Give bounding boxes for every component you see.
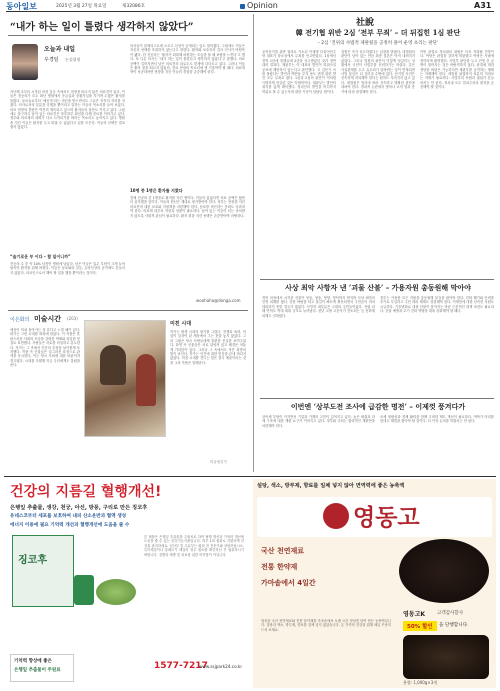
ad-right-mid xyxy=(257,542,389,614)
section-square-icon xyxy=(240,4,245,9)
art-text-1: 세상이 미쳐 돌아가는 것 같다고 느낄 때가 있다. 화가는 그런 시대를 화폭에 담았다. 이 작품은 혼란스러운 사회의 모습을 강렬한 색채와 과감한 붓질로 표현했다. 사람들은 서로를 의심하고 분노한다. 작가는 그 속에서 인간의 본성을 날카롭게 포착했다. 작품 속 인물들은 일그러진 표정으로 관객을 응시한다. 이는 당시 사회에 대한 비판이자 경고였다. 시대를 초월해 지금 우리에게도 울림을 준다. xyxy=(10,328,80,368)
editorial-1-text-b: 검찰은 즉각 상고하겠다는 입장을 밝혔다. 대법원의 판단이 남아 있는 만큼 최종 결론은 아직 내려지지 않았다. 그러나 법원의 판단이 이렇게 엇갈리는 상황에서 국민이 사법부를 신뢰하기는 어렵다. 같은 사실관계를 두고 유무죄가 뒤바뀌는 일이 반복되면 사법 불신은 더 깊어질 수밖에 없다. 선거법 사건은 신속하게 처리해야 한다는 원칙도 지켜지지 않고 있다. 대법원은 법리에 따라 신속하고 명확한 판단을 내려야 한다. 정치적 논란에서 벗어나 오직 법과 증거에 따라 판결해야 한다. xyxy=(341,50,415,94)
header-rule xyxy=(6,11,494,12)
product-jar-image xyxy=(399,539,489,603)
ginkgo-leaf-image xyxy=(96,579,136,605)
column-subhead-1: “슬기로운 부 이다 – 할 일이니까” xyxy=(10,254,71,259)
editorial-1-text-a: 공직선거법 위반 혐의로 기소된 이재명 더불어민주당 대표가 항소심에서 무죄를 선고받았다. 1심에서 징역 1년에 집행유예 2년을 선고받았던 것과 정반대의 결과다. 재판부는 이 대표의 발언이 허위사실 공표에 해당하지 않는다고 판단했다. 고 김문기 씨를 몰랐다는 발언과 백현동 부지 용도 변경 관련 발언 모두 무죄로 봤다. 1심과 2심의 판단이 이처럼 극명하게 엇갈린 것은 이례적이다. 재판부는 발언의 취지를 넓게 해석했다. 정치인의 발언을 어디까지 허위로 볼 수 있는지에 대한 기준이 달랐던 셈이다. xyxy=(262,50,336,94)
art-number: (203) xyxy=(67,316,78,321)
ad-right-badge: 50% 할인 xyxy=(403,621,437,631)
ad-right[interactable] xyxy=(253,479,496,688)
artwork-figure xyxy=(136,354,156,406)
column-email: woohaha@donga.com xyxy=(196,298,241,303)
column-subhead-2: 10명 중 1명은 환자를 지켰다 xyxy=(130,188,183,193)
ad-right-top: 설탕, 색소, 방부제, 향료를 일체 넣지 않아 면역력에 좋은 농축액 xyxy=(257,483,405,489)
ad-left-box-title: 기억력 향상에 좋은 xyxy=(14,659,52,664)
ad-left-body: 본 제품은 은행잎 추출물을 주원료로 하여 혈행 개선과 기억력 개선에 도움을 줄 수 있는 건강기능식품입니다. 하루 1회 섭취로 간편하게 건강을 관리하세요. 임산부 및 수유부는 섭취 전 전문가와 상담하십시오. 특이체질이나 알레르기 체질의 경우 원료를 확인하신 후 섭취하시기 바랍니다. 질병의 예방 및 치료를 위한 의약품이 아닙니다. xyxy=(144,535,244,557)
product-package-image xyxy=(403,635,489,679)
ad-right-product-label: 영동고K xyxy=(403,611,426,618)
ad-rule xyxy=(4,476,496,477)
editorial-title-2: 사상 최악 사항자 낸 ‘괴물 산불’ – 가용자원 총동원해 막아야 xyxy=(285,283,471,292)
ad-right-brand: 영동고 xyxy=(353,505,420,531)
editorial-rule xyxy=(260,398,494,399)
ad-left-line-3: 에너지 이용에 필요 기억력 개선과 혈행개선에 도움을 줄 수 xyxy=(10,523,130,528)
artwork-figure xyxy=(100,345,126,385)
editorial-rule xyxy=(260,279,494,280)
editorial-3-text-b: 조세 형평성과 경제 활력을 함께 고려한 제도 개선이 필요하다. 여야가 머리를 맞대고 해법을 찾아야 할 것이다. 더 이상 논의를 미뤄서는 안 된다. xyxy=(380,415,494,424)
product-name: 징코후 xyxy=(18,555,47,566)
section-name: Opinion xyxy=(247,1,278,10)
column-divider xyxy=(253,14,254,472)
ad-right-body: 엄선된 국산 천연재료와 전통 한약재를 가마솥에서 오랜 시간 정성껏 달여 만든 농축액입니다. 설탕과 색소, 방부제, 향료를 일체 넣지 않았습니다. 온 가족의 건강을 위해 매일 꾸준히 드셔 보세요. xyxy=(261,619,391,632)
column-series: 오늘과 내일 xyxy=(44,46,76,53)
editorial-label: 社說 xyxy=(356,18,375,28)
author-name: 우경임 xyxy=(44,57,59,63)
column-text-2: 전공의 수 중 약 10% 남짓만 병원에 남았다. 남은 이들은 업무 부담이 크게 늘어났지만 환자를 위해 버텼다. 이들은 동료와의 갈등, 온라인상의 공격에도 흔들리지 않았다. 의료인으로서 해야 할 일을 했을 뿐이라는 것이다. xyxy=(10,262,125,275)
editorial-2-text-b: 정부는 가용한 모든 자원을 총동원해 불길을 잡아야 한다. 진화 헬기와 인력을 추가로 투입하고 주민 대피 체계도 점검해야 한다. 이재민에 대한 신속한 지원도 시급하다. 기후변화로 대형 산불이 잦아지는 만큼 근본적인 대책 마련도 필요하다. 산불 예방과 초기 진화 역량을 대폭 강화해야 할 때다. xyxy=(380,296,494,314)
ad-right-badge-tail: 을 단행합니다. xyxy=(439,623,469,628)
editorial-2-text-a: 경북 의성에서 시작된 산불이 안동, 청송, 영양, 영덕까지 번지며 사상 최악의 인명 피해를 냈다. 강한 바람을 타고 불길이 빠르게 확산되면서 주민들이 미처 대피하지 못한 경우가 많았다. 사망자 대부분은 고령의 주민들이었다. 산림 피해 면적도 역대 최대 규모로 늘어났다. 천년 고찰 고운사가 전소되는 등 문화재 피해도 잇따랐다. xyxy=(262,296,375,318)
ad-left-info-box xyxy=(10,654,74,682)
column-text-4: 전체 전공의 중 1명꼴로 환자를 지킨 셈이다. 이들이 없었다면 의료 공백은 훨씬 더 심각했을 것이다. 이들의 헌신은 제대로 평가받아야 한다. 정부는 현장을 지킨 의료진에 대한 보호와 지원책을 마련해야 한다. 동료를 비난하는 문화도 사라져야 한다. 의료계 내부의 자성과 성찰이 필요하다. 남아 있는 이들이 더는 상처받지 않도록 사회적 관심이 필요하다. 환자 곁을 지킨 선택은 존중받아야 마땅하다. xyxy=(130,196,245,218)
ad-left-line-1: 은행잎 추출물, 생강, 천궁, 아선, 방풍, 구리로 만든 징코후 xyxy=(10,505,148,511)
editorial-title-1: 韓 전기협 위반 2심 ‘전부 무죄’ – 더 뒤집힌 1심 판단 xyxy=(295,28,461,37)
column-headline: “내가 하는 일이 틀렸다 생각하지 않았다” xyxy=(10,22,194,33)
ad-right-mid-2: 전통 한약재 xyxy=(261,563,298,571)
ad-right-weight: 용량: 1,000g×3개 xyxy=(403,680,438,685)
ad-left[interactable] xyxy=(4,479,250,688)
editorial-subtitle-1: – 2심 ‘진위의 사법적 제판될을 공정히 풀어 운영 초리는 판단’ xyxy=(317,41,439,46)
ad-left-box-line: 은행잎 추출물이 주원료 xyxy=(14,668,61,673)
author-photo xyxy=(12,44,38,80)
art-series: 이은화의 xyxy=(10,317,30,323)
ad-left-url[interactable]: www.ssjpark24.co.kr xyxy=(199,664,243,669)
author-title: 논설위원 xyxy=(65,57,81,62)
ad-right-badge-sub: 고객감사할사 xyxy=(437,611,464,616)
dateline: 2025년 3월 27일 목요일 xyxy=(56,4,107,9)
editorial-1-text-c: 이번 판결로 정치권의 대립은 더욱 격화될 전망이다. 여당은 판결을 강하게 비판했고 야당은 사필귀정이라며 환영했다. 사법부 판단을 두고 진영 간 공방이 벌어지는 것은 바람직하지 않다. 판결에 대한 정당한 비판은 가능하지만 재판부를 공격하는 행태는 자제해야 한다. 대법원 판결까지 차분히 지켜보는 자세가 필요하다. 사법부의 독립과 권위가 흔들려서는 안 된다. 정치권 모두 법치주의의 원칙을 존중해야 할 것이다. xyxy=(420,50,494,90)
ad-right-mid-3: 가마솥에서 4일간 xyxy=(261,579,316,587)
product-bottle-image xyxy=(74,575,94,605)
column-text-1: 지난해 초부터 시작된 의정 갈등 속에서도 현장을 떠나지 않은 의료진이 있다. 이들은 전공의가 모두 떠난 병원에서 응급실과 중환자실을 지키며 수많은 환자를 돌봤다. 동료들로부터 ‘배신자’라는 비난을 받으면서도 그들은 묵묵히 자리를 지켰다. 의사로서의 본분을 다했을 뿐이라고 말하는 이들의 목소리를 들어 보았다. 의료 현장의 혼란은 여전히 계속되고 있으며 환자들의 불안도 커지고 있다. 그럼에도 불구하고 남아 있는 의료진은 하루하루 최선을 다해 진료를 이어가고 있다. 정부와 의료계의 대화가 다시 시작되기를 바라는 목소리도 높아지고 있다. 병원을 지킨 이들은 환자를 두고 떠날 수 없었다고 입을 모은다. 이들의 선택은 결코 쉽지 않았다. xyxy=(10,90,125,130)
editorial-title-3: 이번엔 ‘상부도전 조사에 급감한 명전’ – 이제껏 풍겨다가 xyxy=(290,402,466,411)
product-box-image xyxy=(12,535,74,607)
editorial-3-text-a: 상속세 부담이 커지면서 기업과 가계의 고민이 깊어지고 있다. 높은 세율과 과세 구조에 대한 개편 요구가 이어지고 있다. 정부와 국회는 합리적인 개편안을 마련해야 한다. xyxy=(262,415,375,428)
column-rule xyxy=(8,35,248,36)
ad-left-phone[interactable]: 1577-7217 xyxy=(154,661,208,671)
masthead: 동아일보 xyxy=(6,2,37,11)
ad-left-headline: 건강의 지름길 혈행개선! xyxy=(10,484,162,500)
ad-left-line-2: 유네스코부터 세포를 보호하여 내피 산소운반과 혈액 생성 xyxy=(10,514,127,519)
art-text-2: 작가는 평생 시대의 광기를 그렸다. 전쟁과 폭력, 억압이 일상이 된 세상에서 그는 붓을 놓지 않았다. 그의 그림은 당시 사람들에게 불편한 진실을 보여주었다. 화면 속 인물들은 서로 뒤엉켜 있고 배경은 어둡게 가라앉아 있다. 그러나 그 속에서도 작은 희망의 빛이 보인다. 작가는 인간에 대한 믿음을 끝내 버리지 않았다. 미친 시대를 견디는 힘은 결국 예술이라는 것을 그의 작품은 말해준다. xyxy=(170,330,246,365)
issue-number: 제32086호 xyxy=(122,4,146,9)
art-caption: 미친 시대 xyxy=(170,321,192,327)
ad-right-mid-1: 국산 천연재료 xyxy=(261,547,305,555)
brand-seal-icon xyxy=(323,503,349,529)
column-text-3: 의사들이 블랙리스트에 오르고 신상이 공개되는 일도 벌어졌다. 그럼에도 이들은 자신의 선택을 후회하지 않는다고 말한다. 환자와 보호자의 감사 인사가 버팀목이 됐다. 한 전공의는 ‘환자가 회복해 퇴원하는 모습을 볼 때 보람을 느낀다’고 했다. 또 다른 의사는 ‘내가 하는 일이 틀렸다고 생각하지 않았다’고 말했다. 의료 공백이 길어지면서 남은 의료진의 피로도도 한계에 다다르고 있다. 그러나 이들은 환자 곁을 떠나지 않았다. 진료 현장의 목소리에 귀 기울여야 할 때다. 의료개혁이 성공하려면 현장을 지킨 이들의 경험을 존중해야 한다. xyxy=(130,44,245,75)
page-number: A31 xyxy=(474,1,492,10)
art-title: 미술시간 xyxy=(34,315,62,323)
art-credit: 미술평론가 xyxy=(210,460,227,464)
art-rule xyxy=(8,310,248,311)
